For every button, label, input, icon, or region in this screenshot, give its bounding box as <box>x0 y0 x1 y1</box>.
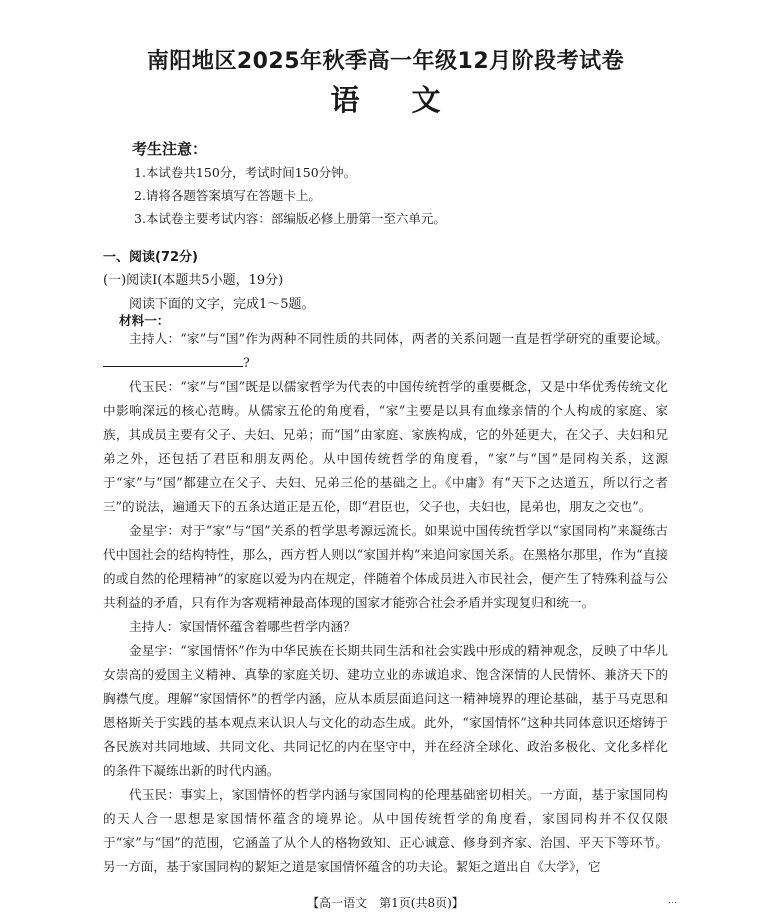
question-mark: ? <box>243 355 250 370</box>
paragraph: 金星宇：“家国情怀”作为中华民族在长期共同生活和社会实践中形成的精神观念，反映了中华儿女崇高的爱国主义精神、真挚的家庭关切、建功立业的赤诚追求、饱含深情的人民情怀、兼济天下的胸襟气度。理解“家国情怀”的哲学内涵，应从本质层面追问这一精神境界的理论基础，基于马克思和恩格斯关于实践的基本观点来认识人与文化的动态生成。此外，“家国情怀”这种共同体意识还熔铸于各民族对共同地域、共同文化、共同记忆的内在坚守中，并在经济全球化、政治多极化、文化多样化的条件下凝练出新的时代内涵。 <box>103 643 668 778</box>
paragraph: 金星宇：对于“家”与“国”关系的哲学思考源远流长。如果说中国传统哲学以“家国同构”来凝练古代中国社会的结构特性，那么，西方哲人则以“家国并构”来追问家国关系。在黑格尔那里，作为“直接的或自然的伦理精神”的家庭以爱为内在规定，伴随着个体成员进入市民社会，便产生了特殊利益与公共利益的矛盾，只有作为客观精神最高体现的国家才能弥合社会矛盾并实现复归和统一。 <box>103 523 668 610</box>
page-footer: 【高一语文 第1页(共8页)】 <box>307 896 464 910</box>
section-heading: 一、阅读(72分) <box>103 250 198 265</box>
notice-item: 1.本试卷共150分，考试时间150分钟。 <box>134 165 357 180</box>
paragraph: 代玉民：“家”与“国”既是以儒家哲学为代表的中国传统哲学的重要概念，又是中华优秀传统文化中影响深远的核心范畴。从儒家五伦的角度看，“家”主要是以具有血缘亲情的个人构成的家庭、家族，其成员主要有父子、夫妇、兄弟；而“国”由家庭、家族构成，它的外延更大，在父子、夫妇和兄弟之外，还包括了君臣和朋友两伦。从中国传统哲学的角度看，“家”与“国”是同构关系，这源于“家”与“国”都建立在父子、夫妇、兄弟三伦的基础之上。《中庸》有“天下之达道五，所以行之者三”的说法，遍通天下的五条达道正是五伦，即“君臣也，父子也，夫妇也，昆弟也，朋友之交也”。 <box>103 379 668 514</box>
exam-title: 南阳地区2025年秋季高一年级12月阶段考试卷 <box>146 49 625 74</box>
paragraph-text: 主持人：“家”与“国”作为两种不同性质的共同体，两者的关系问题一直是哲学研究的重要论域。 <box>129 331 668 346</box>
paragraph: 主持人：家国情怀蕴含着哪些哲学内涵？ <box>129 619 356 634</box>
instruction-text: 阅读下面的文字，完成1～5题。 <box>129 297 315 312</box>
subject-title: 语文 <box>330 83 493 117</box>
footer-code: … <box>668 896 677 906</box>
notice-item: 3.本试卷主要考试内容：部编版必修上册第一至六单元。 <box>134 211 446 226</box>
paragraph <box>103 327 668 375</box>
article-body <box>103 327 668 879</box>
notice-title: 考生注意： <box>132 140 208 158</box>
subsection-heading: (一)阅读Ⅰ(本题共5小题，19分) <box>103 273 284 288</box>
answer-blank <box>103 352 243 367</box>
paragraph: 代玉民：事实上，家国情怀的哲学内涵与家国同构的伦理基础密切相关。一方面，基于家国同构的天人合一思想是家国情怀蕴含的境界论。从中国传统哲学的角度看，家国同构并不仅仅限于“家”与“国”的范围，它涵盖了从个人的格物致知、正心诚意、修身到齐家、治国、平天下等环节。另一方面，基于家国同构的絜矩之道是家国情怀蕴含的功夫论。絜矩之道出自《大学》，它 <box>103 787 668 874</box>
material-label: 材料一： <box>119 313 170 328</box>
notice-item: 2.请将各题答案填写在答题卡上。 <box>134 188 321 203</box>
